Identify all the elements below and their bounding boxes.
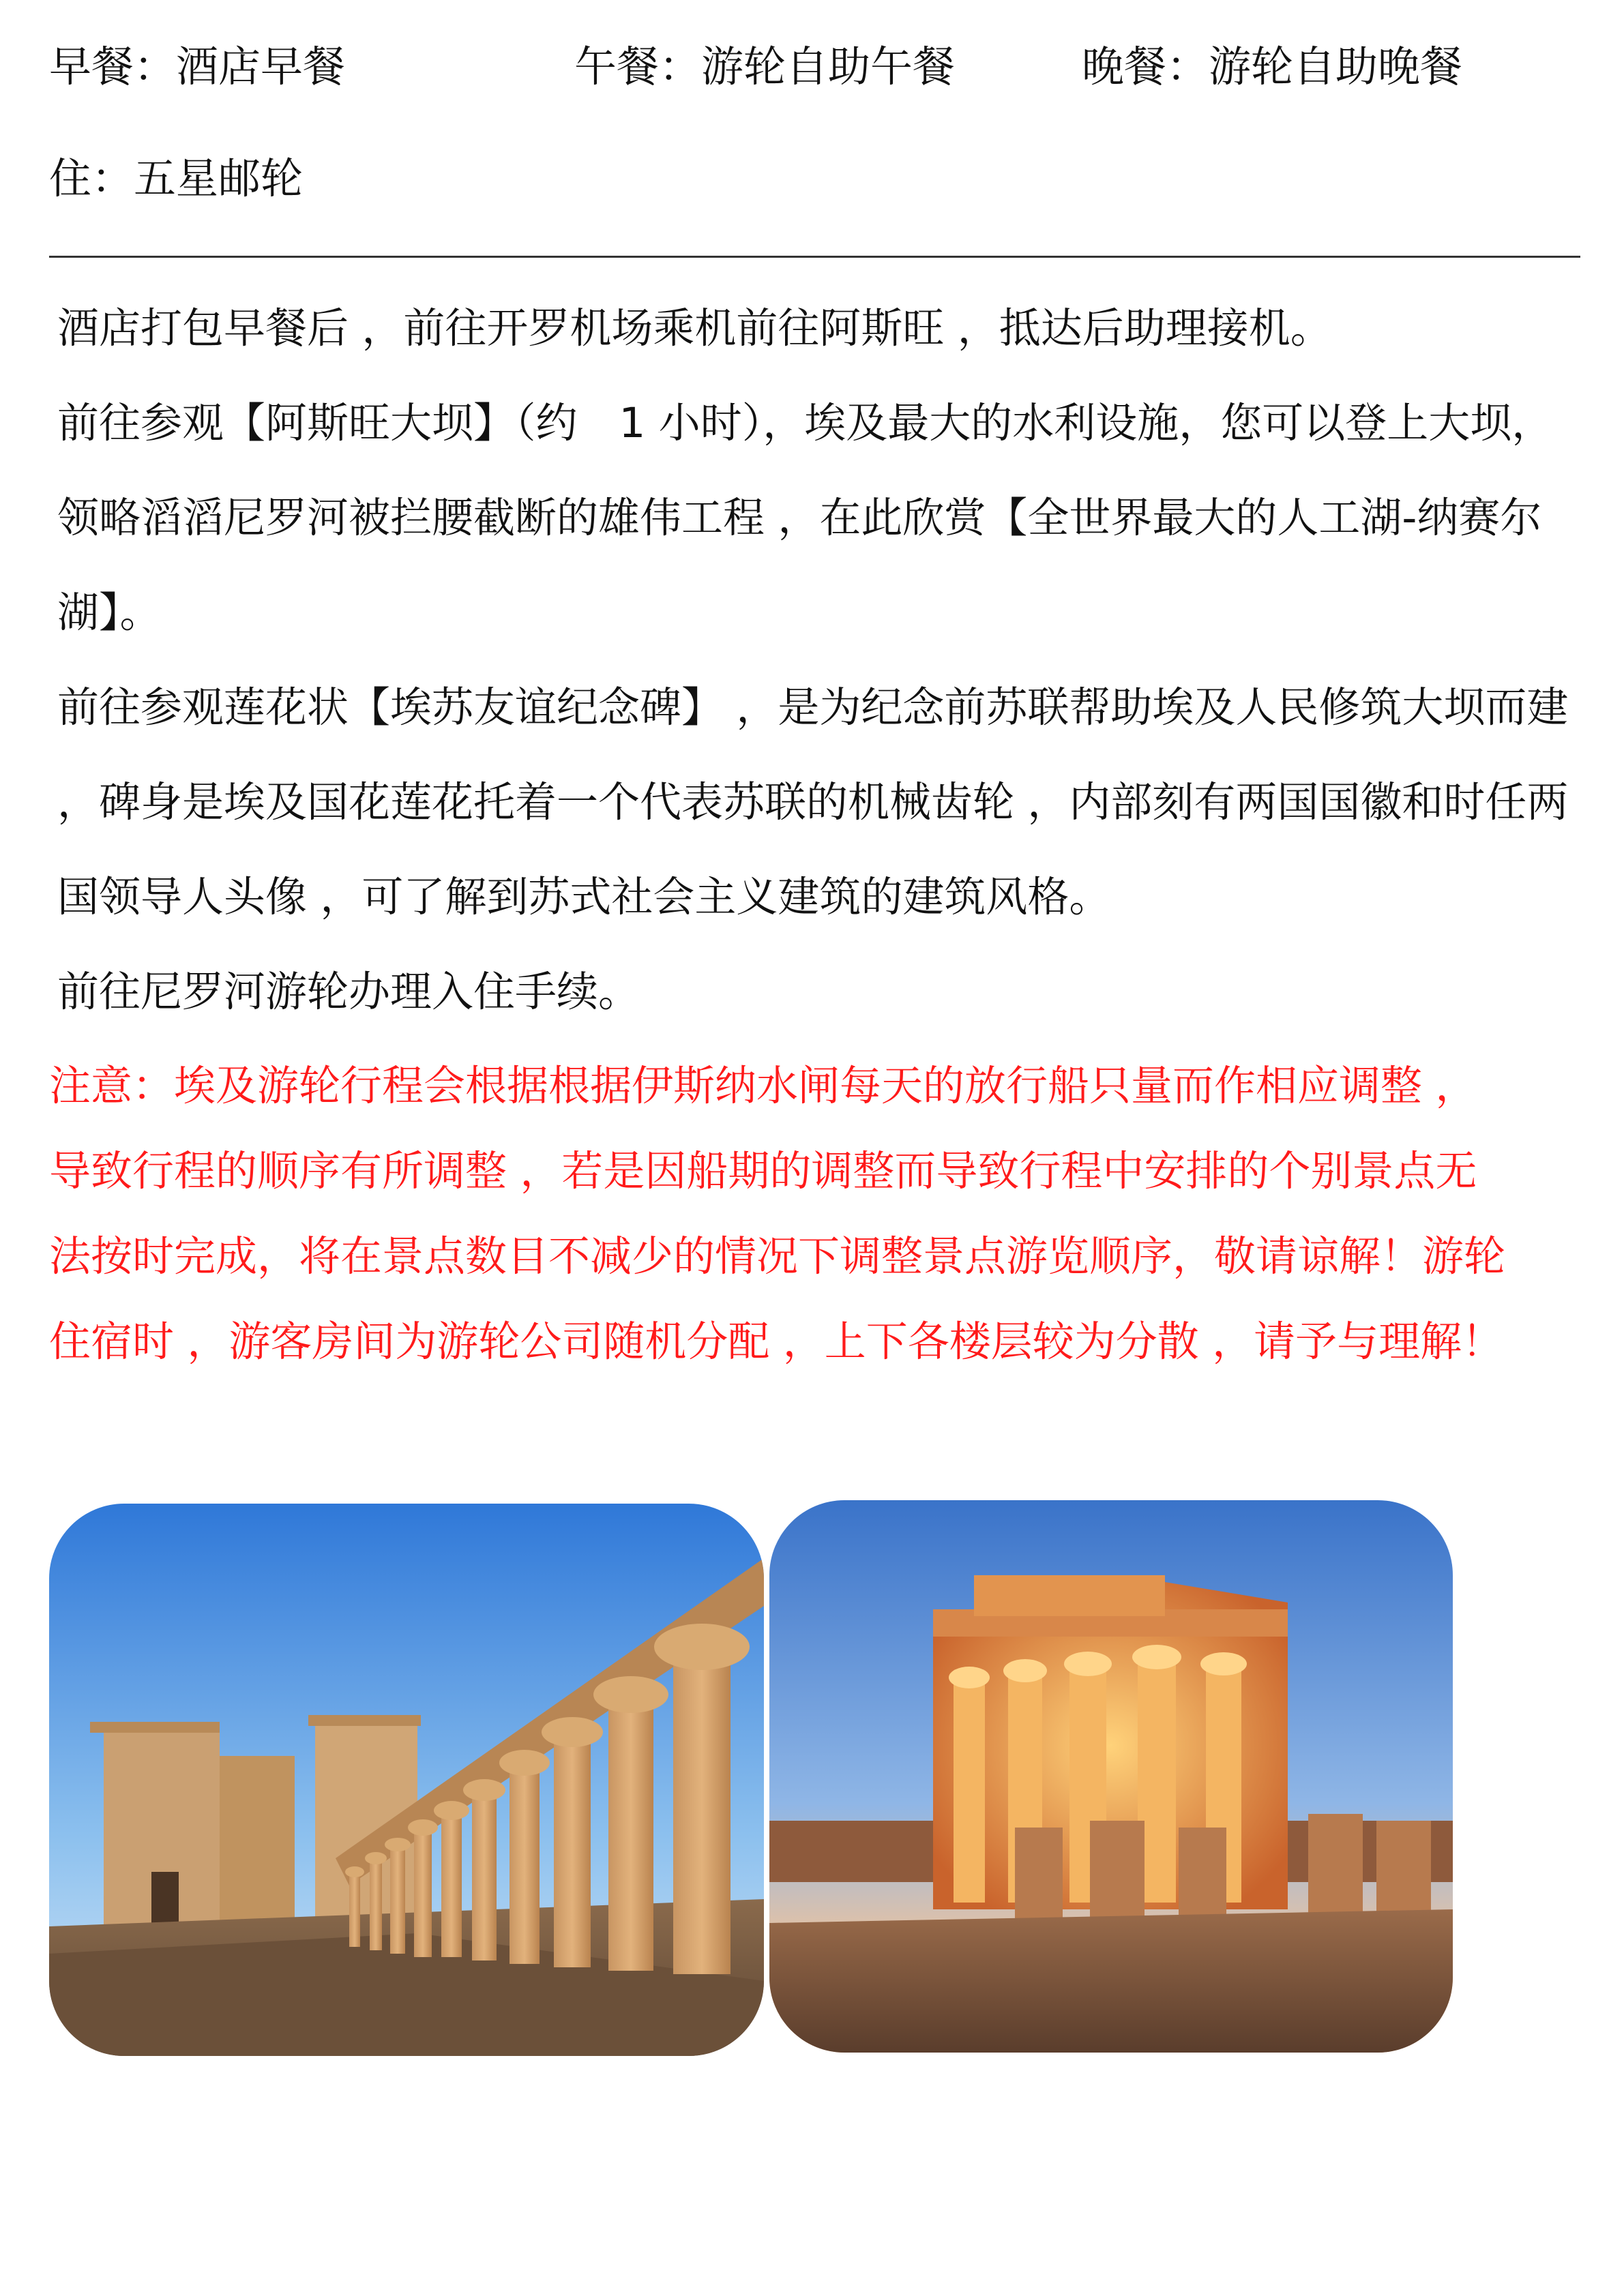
notice-text [49,1043,1509,1384]
itinerary-paragraph-3: 前往参观莲花状【埃苏友谊纪念碑】 ，是为纪念前苏联帮助埃及人民修筑大坝而建 ，碑身是埃及国花莲花托着一个代表苏联的机械齿轮 ，内部刻有两国国徽和时任两国领导人头像 ，可了解到苏式社会主义建筑的建筑风格。 [57,683,1569,921]
itinerary-paragraph-4: 前往尼罗河游轮办理入住手续。 [57,968,640,1016]
philae-temple-photo [49,1504,764,2056]
philae-temple-illustration [49,1504,764,2056]
dinner-info: 晚餐：游轮自助晚餐 [1082,42,1463,91]
kom-ombo-temple-illustration [769,1500,1453,2053]
lodging-info: 住：五星邮轮 [49,153,304,203]
notice-paragraph: 注意：埃及游轮行程会根据根据伊斯纳水闸每天的放行船只量而作相应调整 ，导致行程的顺序有所调整 ，若是因船期的调整而导致行程中安排的个别景点无法按时完成，将在景点数目不减少的情况下调整景点游览顺序，敬请谅解！游轮住宿时 ，游客房间为游轮公司随机分配 ，上下各楼层较为分散 ，请予与理解！ [49,1062,1506,1366]
itinerary-paragraph-1: 酒店打包早餐后 ，前往开罗机场乘机前往阿斯旺 ，抵达后助理接机。 [57,304,1332,353]
breakfast-info: 早餐：酒店早餐 [49,42,346,91]
itinerary-paragraph-2: 前往参观【阿斯旺大坝】（约 1 小时），埃及最大的水利设施，您可以登上大坝，领略滔滔尼罗河被拦腰截断的雄伟工程 ，在此欣赏【全世界最大的人工湖-纳赛尔湖】。 [57,399,1554,637]
itinerary-text [57,281,1578,1039]
meals-row [49,40,1584,94]
kom-ombo-temple-photo [769,1500,1453,2053]
lunch-info: 午餐：游轮自助午餐 [574,42,956,91]
section-divider [49,256,1580,258]
